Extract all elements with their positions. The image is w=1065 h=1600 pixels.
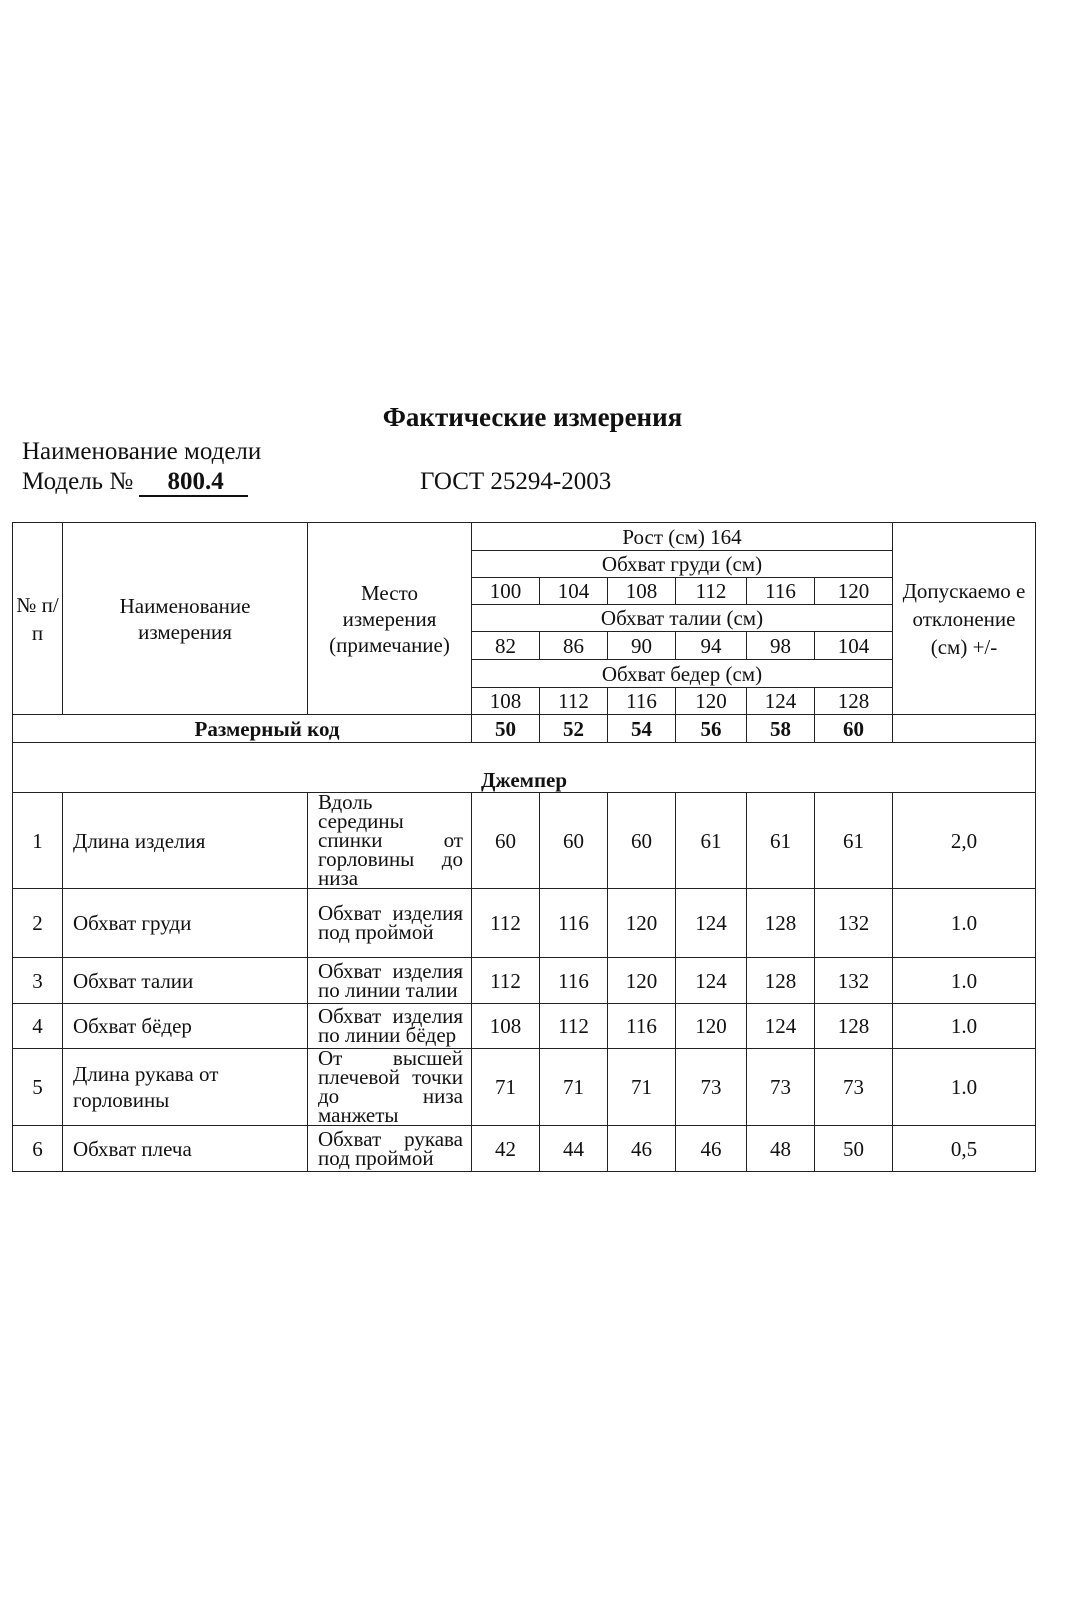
row-value: 61 (676, 793, 747, 889)
row-value: 61 (815, 793, 893, 889)
chest-header: Обхват груди (см) (472, 551, 893, 578)
row-value: 71 (608, 1049, 676, 1126)
row-value: 120 (608, 889, 676, 958)
row-tolerance: 1.0 (893, 1004, 1036, 1049)
table-row (13, 1126, 1036, 1172)
row-place: От высшей плечевой точки до низа манжеты (308, 1049, 472, 1126)
row-value: 116 (608, 1004, 676, 1049)
size-code-value: 58 (747, 715, 815, 743)
row-tolerance: 1.0 (893, 889, 1036, 958)
row-value: 116 (540, 958, 608, 1004)
height-header: Рост (см) 164 (472, 523, 893, 551)
row-value: 71 (540, 1049, 608, 1126)
header-col-place: Место измерения (примечание) (308, 523, 472, 715)
row-value: 132 (815, 889, 893, 958)
row-number: 4 (13, 1004, 63, 1049)
waist-header: Обхват талии (см) (472, 605, 893, 632)
measurement-table (12, 522, 1036, 1172)
header-col-number: № п/ п (13, 523, 63, 715)
row-value: 128 (815, 1004, 893, 1049)
gost-standard: ГОСТ 25294-2003 (420, 468, 612, 495)
chest-value: 116 (747, 578, 815, 605)
row-value: 44 (540, 1126, 608, 1172)
waist-value: 82 (472, 632, 540, 660)
waist-value: 86 (540, 632, 608, 660)
row-value: 112 (472, 889, 540, 958)
row-value: 73 (747, 1049, 815, 1126)
model-number-label: Модель № (22, 468, 134, 495)
row-value: 124 (676, 889, 747, 958)
hips-value: 128 (815, 688, 893, 715)
hips-value: 124 (747, 688, 815, 715)
hips-value: 112 (540, 688, 608, 715)
row-name: Длина рукава от горловины (63, 1049, 308, 1126)
row-value: 60 (540, 793, 608, 889)
row-number: 1 (13, 793, 63, 889)
row-value: 124 (747, 1004, 815, 1049)
chest-value: 112 (676, 578, 747, 605)
row-number: 5 (13, 1049, 63, 1126)
page-title: Фактические измерения (382, 402, 683, 432)
table-row (13, 1049, 1036, 1126)
size-code-value: 50 (472, 715, 540, 743)
waist-value: 90 (608, 632, 676, 660)
row-name: Длина изделия (63, 793, 308, 889)
row-value: 112 (472, 958, 540, 1004)
row-value: 42 (472, 1126, 540, 1172)
waist-value: 98 (747, 632, 815, 660)
row-value: 120 (608, 958, 676, 1004)
row-tolerance: 2,0 (893, 793, 1036, 889)
row-number: 2 (13, 889, 63, 958)
row-value: 108 (472, 1004, 540, 1049)
row-value: 60 (608, 793, 676, 889)
row-value: 132 (815, 958, 893, 1004)
row-value: 48 (747, 1126, 815, 1172)
size-code-value: 52 (540, 715, 608, 743)
row-value: 112 (540, 1004, 608, 1049)
row-number: 3 (13, 958, 63, 1004)
chest-value: 104 (540, 578, 608, 605)
model-name-label: Наименование модели (22, 438, 262, 465)
row-name: Обхват бёдер (63, 1004, 308, 1049)
row-tolerance: 0,5 (893, 1126, 1036, 1172)
hips-header: Обхват бедер (см) (472, 660, 893, 688)
size-code-value: 60 (815, 715, 893, 743)
chest-value: 100 (472, 578, 540, 605)
chest-value: 120 (815, 578, 893, 605)
row-value: 50 (815, 1126, 893, 1172)
row-place: Обхват рукава под проймой (308, 1126, 472, 1172)
waist-value: 94 (676, 632, 747, 660)
header-col-tolerance: Допускаемо е отклонение (см) +/- (893, 523, 1036, 715)
row-tolerance: 1.0 (893, 958, 1036, 1004)
row-value: 124 (676, 958, 747, 1004)
waist-value: 104 (815, 632, 893, 660)
row-place: Обхват изделия по линии талии (308, 958, 472, 1004)
hips-value: 108 (472, 688, 540, 715)
row-value: 46 (676, 1126, 747, 1172)
row-name: Обхват плеча (63, 1126, 308, 1172)
hips-value: 120 (676, 688, 747, 715)
row-value: 120 (676, 1004, 747, 1049)
table-row (13, 793, 1036, 889)
table-row (13, 1004, 1036, 1049)
hips-value: 116 (608, 688, 676, 715)
row-name: Обхват талии (63, 958, 308, 1004)
section-title: Джемпер (13, 743, 1036, 793)
row-place: Обхват изделия под проймой (308, 889, 472, 958)
size-code-value: 54 (608, 715, 676, 743)
row-value: 128 (747, 889, 815, 958)
row-value: 116 (540, 889, 608, 958)
model-number-line (22, 468, 248, 497)
table-row (13, 958, 1036, 1004)
row-value: 46 (608, 1126, 676, 1172)
size-code-value: 56 (676, 715, 747, 743)
row-value: 73 (676, 1049, 747, 1126)
header-col-name: Наименование измерения (63, 523, 308, 715)
size-code-label: Размерный код (13, 715, 472, 743)
row-value: 61 (747, 793, 815, 889)
row-place: Вдоль середины спинки от горловины до низа (308, 793, 472, 889)
row-value: 71 (472, 1049, 540, 1126)
chest-value: 108 (608, 578, 676, 605)
table-row (13, 889, 1036, 958)
row-place: Обхват изделия по линии бёдер (308, 1004, 472, 1049)
row-value: 128 (747, 958, 815, 1004)
model-number-value: 800.4 (139, 469, 247, 497)
row-name: Обхват груди (63, 889, 308, 958)
row-number: 6 (13, 1126, 63, 1172)
row-tolerance: 1.0 (893, 1049, 1036, 1126)
row-value: 60 (472, 793, 540, 889)
row-value: 73 (815, 1049, 893, 1126)
